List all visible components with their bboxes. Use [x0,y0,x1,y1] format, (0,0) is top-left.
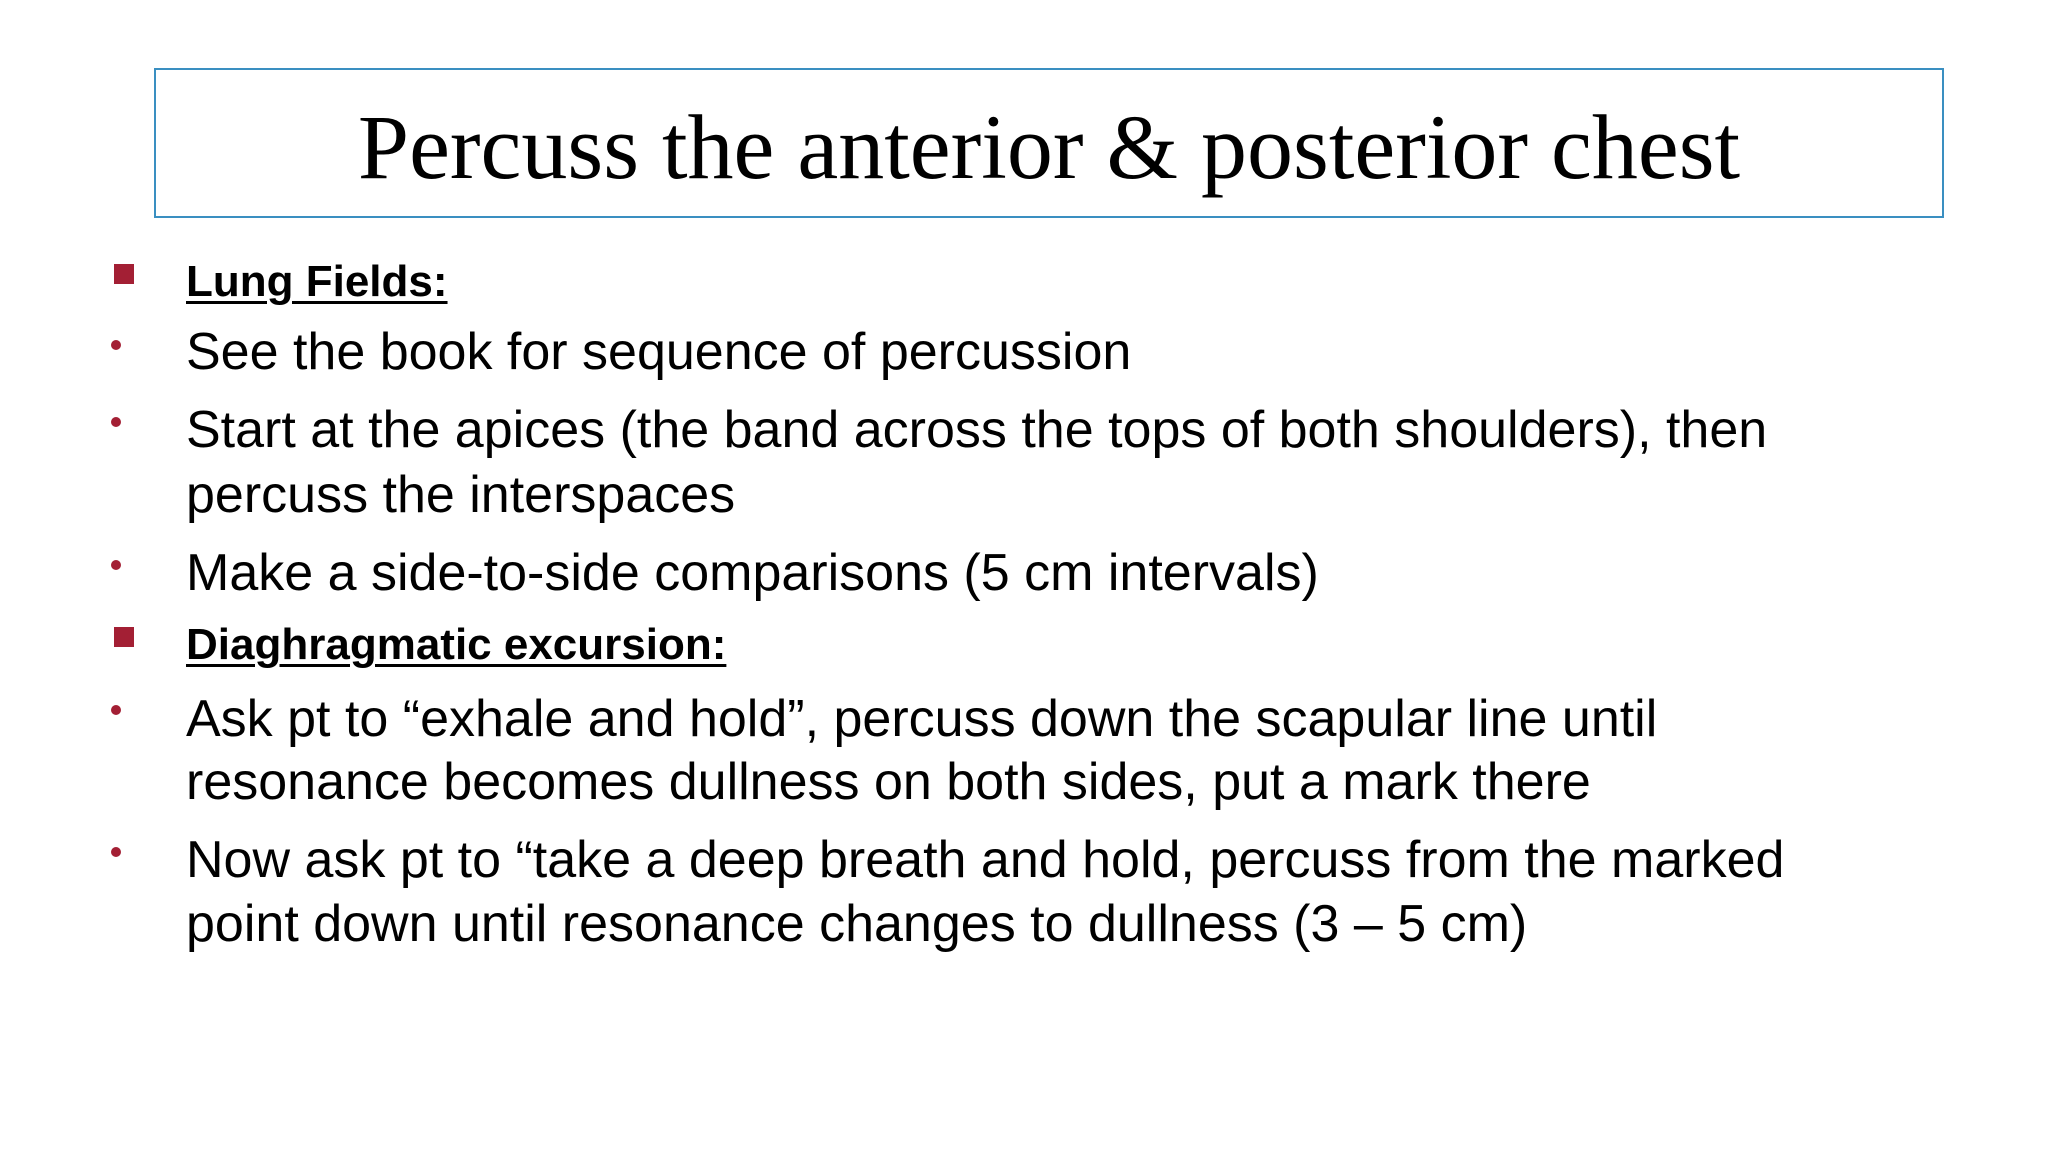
list-item-continuation: percuss the interspaces [186,466,736,524]
dot-bullet-icon [111,417,121,427]
dot-bullet-icon [111,705,121,715]
list-item-continuation: point down until resonance changes to dullness (3 – 5 cm) [186,895,1528,953]
list-item: See the book for sequence of percussion [186,323,1132,381]
list-item: Start at the apices (the band across the tops of both shoulders), then [186,401,1768,459]
list-item: Ask pt to “exhale and hold”, percuss down the scapular line until [186,690,1658,748]
section-heading-diaphragmatic-excursion: Diaghragmatic excursion: [186,620,727,669]
dot-bullet-icon [111,340,121,350]
dot-bullet-icon [111,560,121,570]
dot-bullet-icon [111,847,121,857]
section-heading-lung-fields: Lung Fields: [186,257,448,306]
list-item: Make a side-to-side comparisons (5 cm intervals) [186,544,1319,602]
square-bullet-icon [114,627,134,647]
slide-title: Percuss the anterior & posterior chest [357,96,1741,198]
square-bullet-icon [114,264,134,284]
list-item-continuation: resonance becomes dullness on both sides, put a mark there [186,753,1591,811]
list-item: Now ask pt to “take a deep breath and hold, percuss from the marked [186,831,1785,889]
